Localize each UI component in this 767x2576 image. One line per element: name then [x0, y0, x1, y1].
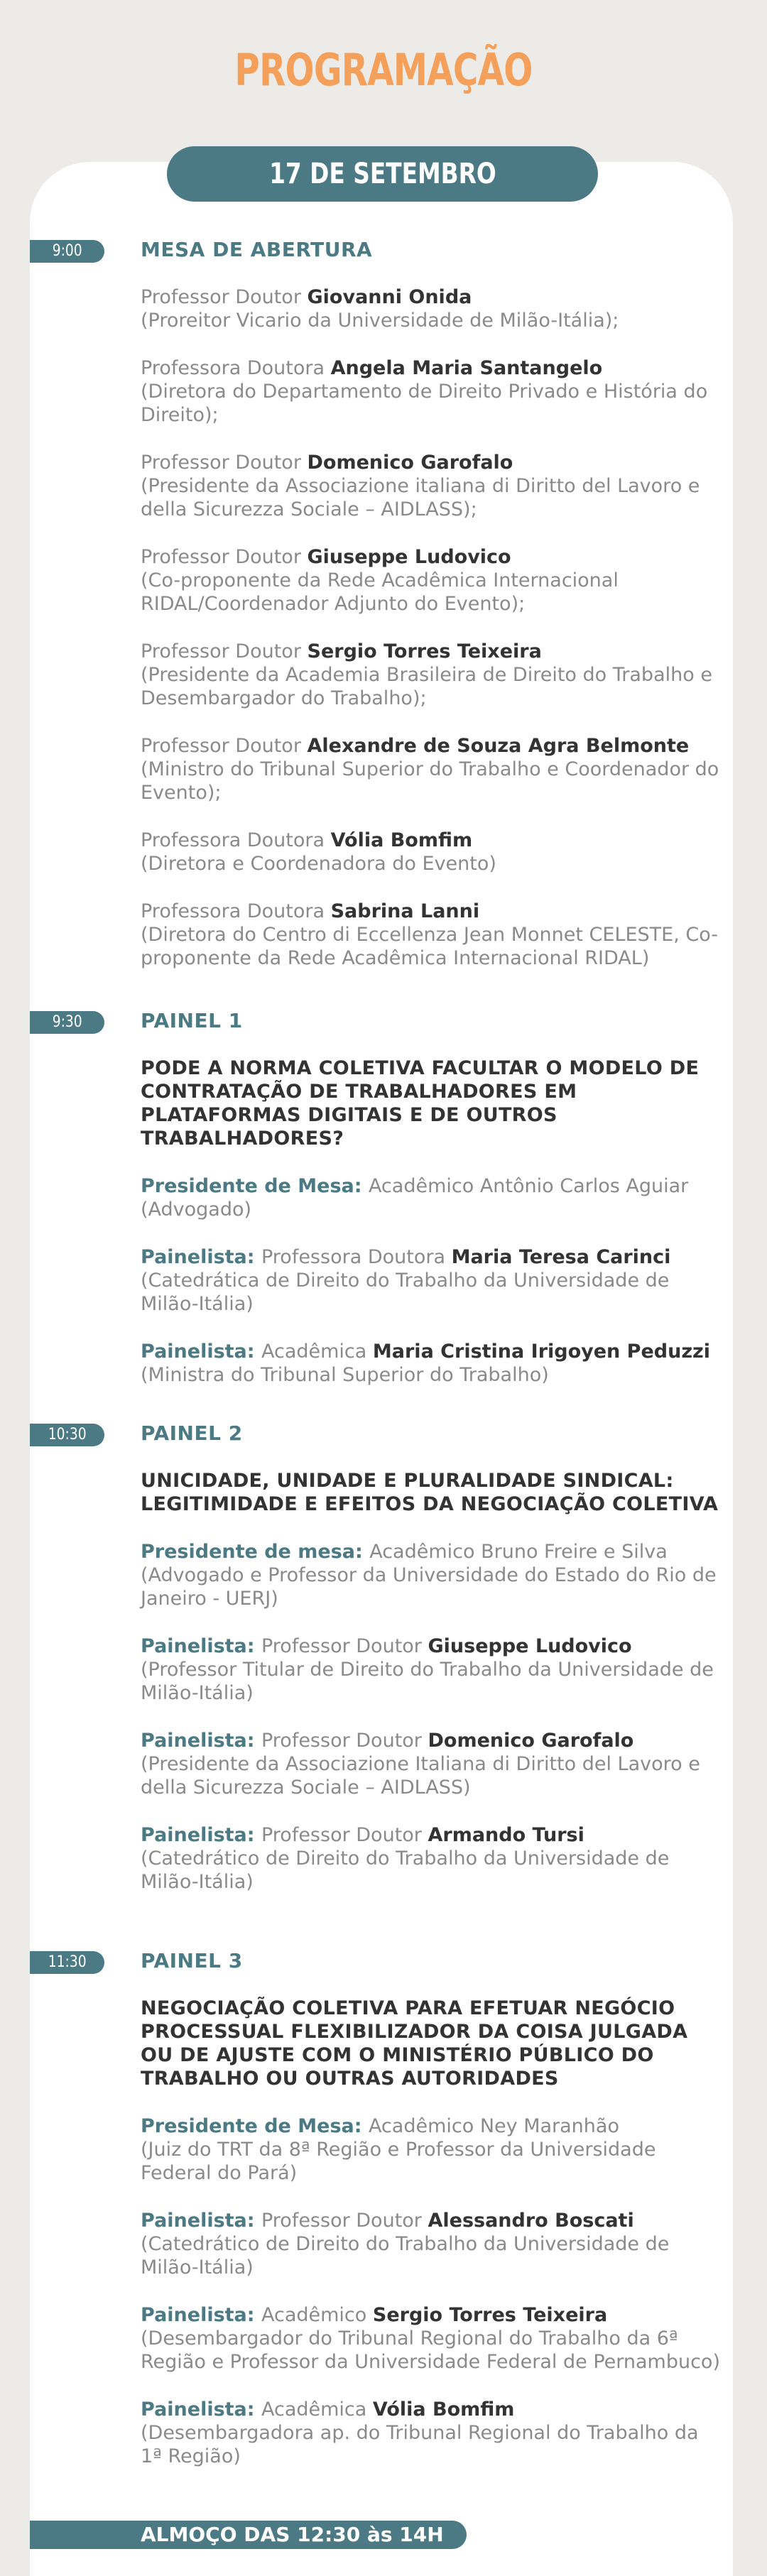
participant-name: Armando Tursi	[428, 1824, 584, 1846]
participant-title: Professor Doutor	[141, 286, 308, 308]
time-label: 10:30	[48, 1426, 87, 1443]
participant-description: (Catedrático de Direito do Trabalho da Universidade de Milão-Itália)	[141, 1848, 670, 1893]
time-badge	[30, 240, 104, 263]
participant-role: Painelista:	[141, 2398, 261, 2421]
participant-item	[141, 451, 723, 521]
participant-item	[141, 640, 723, 710]
participant-name: Maria Cristina Irigoyen Peduzzi	[372, 1341, 711, 1363]
participant-name: Sergio Torres Teixeira	[307, 640, 542, 662]
participant-item	[141, 1823, 723, 1894]
participant-role: Painelista:	[141, 1246, 261, 1268]
participant-name: Alexandre de Souza Agra Belmonte	[307, 735, 690, 757]
participant-title: Acadêmico	[368, 2115, 480, 2137]
session-block	[141, 1422, 723, 1894]
participant-description: (Juiz do TRT da 8ª Região e Professor da Universidade Federal do Pará)	[141, 2139, 656, 2184]
participant-item	[141, 285, 723, 332]
participant-item	[141, 2303, 723, 2374]
participant-item	[141, 2398, 723, 2468]
participant-title: Professora Doutora	[141, 900, 331, 922]
participant-name: Giovanni Onida	[307, 286, 472, 308]
participant-title: Professor Doutor	[261, 2210, 428, 2232]
participant-name: Giuseppe Ludovico	[428, 1635, 632, 1657]
participant-title: Professor Doutor	[261, 1730, 428, 1752]
participant-title: Professor Doutor	[141, 640, 308, 662]
participant-name: Vólia Bomfim	[330, 829, 473, 851]
participant-title: Acadêmica	[261, 2398, 373, 2421]
participant-name: Antônio Carlos Aguiar	[479, 1175, 689, 1197]
participant-description: (Presidente da Academia Brasileira de Direito do Trabalho e Desembargador do Trabalho);	[141, 664, 712, 709]
page-title: PROGRAMAÇÃO	[234, 44, 533, 96]
session-title: PAINEL 2	[141, 1421, 243, 1445]
participant-title: Acadêmico	[261, 2304, 373, 2326]
participant-item	[141, 1634, 723, 1705]
session-topic: UNICIDADE, UNIDADE E PLURALIDADE SINDICAL: LEGITIMIDADE E EFEITOS DA NEGOCIAÇÃO COLETIVA	[141, 1470, 719, 1515]
participant-name: Bruno Freire e Silva	[481, 1541, 668, 1563]
session-title: PAINEL 3	[141, 1949, 243, 1972]
time-label: 9:30	[52, 1013, 82, 1031]
session-topic: PODE A NORMA COLETIVA FACULTAR O MODELO DE CONTRATAÇÃO DE TRABALHADORES EM PLATAFORMAS DIGITAIS E DE OUTROS TRABALHADORES?	[141, 1057, 700, 1150]
session-topic: NEGOCIAÇÃO COLETIVA PARA EFETUAR NEGÓCIO PROCESSUAL FLEXIBILIZADOR DA COISA JULGADA OU DE AJUSTE COM O MINISTÉRIO PÚBLICO DO TRABALHO OU OUTRAS AUTORIDADES	[141, 1997, 688, 2090]
participant-role: Presidente de mesa:	[141, 1541, 370, 1563]
participant-description: (Presidente da Associazione Italiana di Diritto del Lavoro e della Sicurezza Sociale – AIDLASS)	[141, 1753, 700, 1799]
participant-name: Sergio Torres Teixeira	[372, 2304, 608, 2326]
participant-title: Professor Doutor	[141, 735, 308, 757]
participant-title: Professor Doutor	[261, 1824, 428, 1846]
participant-description: (Desembargadora ap. do Tribunal Regional do Trabalho da 1ª Região)	[141, 2422, 699, 2467]
participant-title: Professora Doutora	[141, 829, 331, 851]
session-block	[141, 1950, 723, 2468]
participant-description: (Proreitor Vicario da Universidade de Milão-Itália);	[141, 310, 619, 332]
participant-name: Angela Maria Santangelo	[330, 357, 603, 379]
participant-description: (Presidente da Associazione italiana di Diritto del Lavoro e della Sicurezza Sociale – AIDLASS);	[141, 475, 700, 520]
participant-name: Domenico Garofalo	[307, 452, 513, 474]
time-badge	[30, 1424, 104, 1446]
participant-description: (Catedrático de Direito do Trabalho da Universidade de Milão-Itália)	[141, 2233, 670, 2278]
participant-role: Painelista:	[141, 1341, 261, 1363]
participant-item	[141, 1540, 723, 1610]
session-block	[141, 1010, 723, 1387]
time-badge	[30, 1951, 104, 1974]
participant-role: Painelista:	[141, 2210, 261, 2232]
participant-title: Acadêmica	[261, 1341, 373, 1363]
participant-description: (Diretora do Centro di Eccellenza Jean Monnet CELESTE, Co-proponente da Rede Acadêmica Internacional RIDAL)	[141, 924, 719, 969]
participant-title: Professor Doutor	[141, 546, 308, 568]
participant-role: Painelista:	[141, 1824, 261, 1846]
session-title: PAINEL 1	[141, 1009, 243, 1032]
participant-name: Ney Maranhão	[479, 2115, 619, 2137]
date-banner	[167, 146, 598, 202]
participant-item	[141, 734, 723, 804]
participant-item	[141, 545, 723, 616]
participant-role: Painelista:	[141, 2304, 261, 2326]
participant-description: (Advogado)	[141, 1199, 252, 1221]
participant-title: Acadêmico	[369, 1541, 482, 1563]
participant-description: (Diretora do Departamento de Direito Privado e História do Direito);	[141, 381, 708, 426]
session-title: MESA DE ABERTURA	[141, 238, 373, 261]
participant-item	[141, 1245, 723, 1316]
participant-description: (Catedrática de Direito do Trabalho da Universidade de Milão-Itália)	[141, 1270, 670, 1315]
participant-name: Sabrina Lanni	[330, 900, 480, 922]
time-label: 9:00	[52, 242, 82, 260]
date-label: 17 DE SETEMBRO	[268, 158, 496, 190]
participant-name: Vólia Bomfim	[372, 2398, 515, 2421]
participant-role: Painelista:	[141, 1730, 261, 1752]
participant-role: Presidente de Mesa:	[141, 1175, 369, 1197]
participant-item	[141, 1174, 723, 1221]
participant-role: Painelista:	[141, 1635, 261, 1657]
participant-title: Professor Doutor	[261, 1635, 428, 1657]
participant-item	[141, 356, 723, 427]
participant-name: Alessandro Boscati	[428, 2210, 634, 2232]
participant-description: (Diretora e Coordenadora do Evento)	[141, 853, 496, 875]
participant-description: (Advogado e Professor da Universidade do Estado do Rio de Janeiro - UERJ)	[141, 1564, 717, 1610]
participant-name: Maria Teresa Carinci	[451, 1246, 671, 1268]
participant-item	[141, 2209, 723, 2279]
lunch-banner: ALMOÇO DAS 12:30 às 14H	[30, 2521, 467, 2549]
participant-name: Domenico Garofalo	[428, 1730, 634, 1752]
participant-item	[141, 829, 723, 875]
participant-title: Professora Doutora	[261, 1246, 452, 1268]
participant-title: Professora Doutora	[141, 357, 331, 379]
participant-title: Professor Doutor	[141, 452, 308, 474]
participant-title: Acadêmico	[368, 1175, 480, 1197]
participant-item	[141, 2114, 723, 2185]
participant-description: (Professor Titular de Direito do Trabalho da Universidade de Milão-Itália)	[141, 1659, 714, 1704]
participant-description: (Ministro do Tribunal Superior do Trabalho e Coordenador do Evento);	[141, 758, 719, 804]
participant-name: Giuseppe Ludovico	[307, 546, 511, 568]
participant-description: (Desembargador do Tribunal Regional do Trabalho da 6ª Região e Professor da Universidade Federal de Pernambuco)	[141, 2327, 720, 2373]
participant-item	[141, 1729, 723, 1799]
participant-description: (Co-proponente da Rede Acadêmica Internacional RIDAL/Coordenador Adjunto do Evento);	[141, 569, 619, 615]
time-badge	[30, 1011, 104, 1034]
participant-item	[141, 900, 723, 970]
session-block	[141, 239, 723, 970]
time-label: 11:30	[48, 1953, 87, 1971]
participant-description: (Ministra do Tribunal Superior do Trabalho)	[141, 1364, 549, 1386]
participant-item	[141, 1340, 723, 1387]
participant-role: Presidente de Mesa:	[141, 2115, 369, 2137]
